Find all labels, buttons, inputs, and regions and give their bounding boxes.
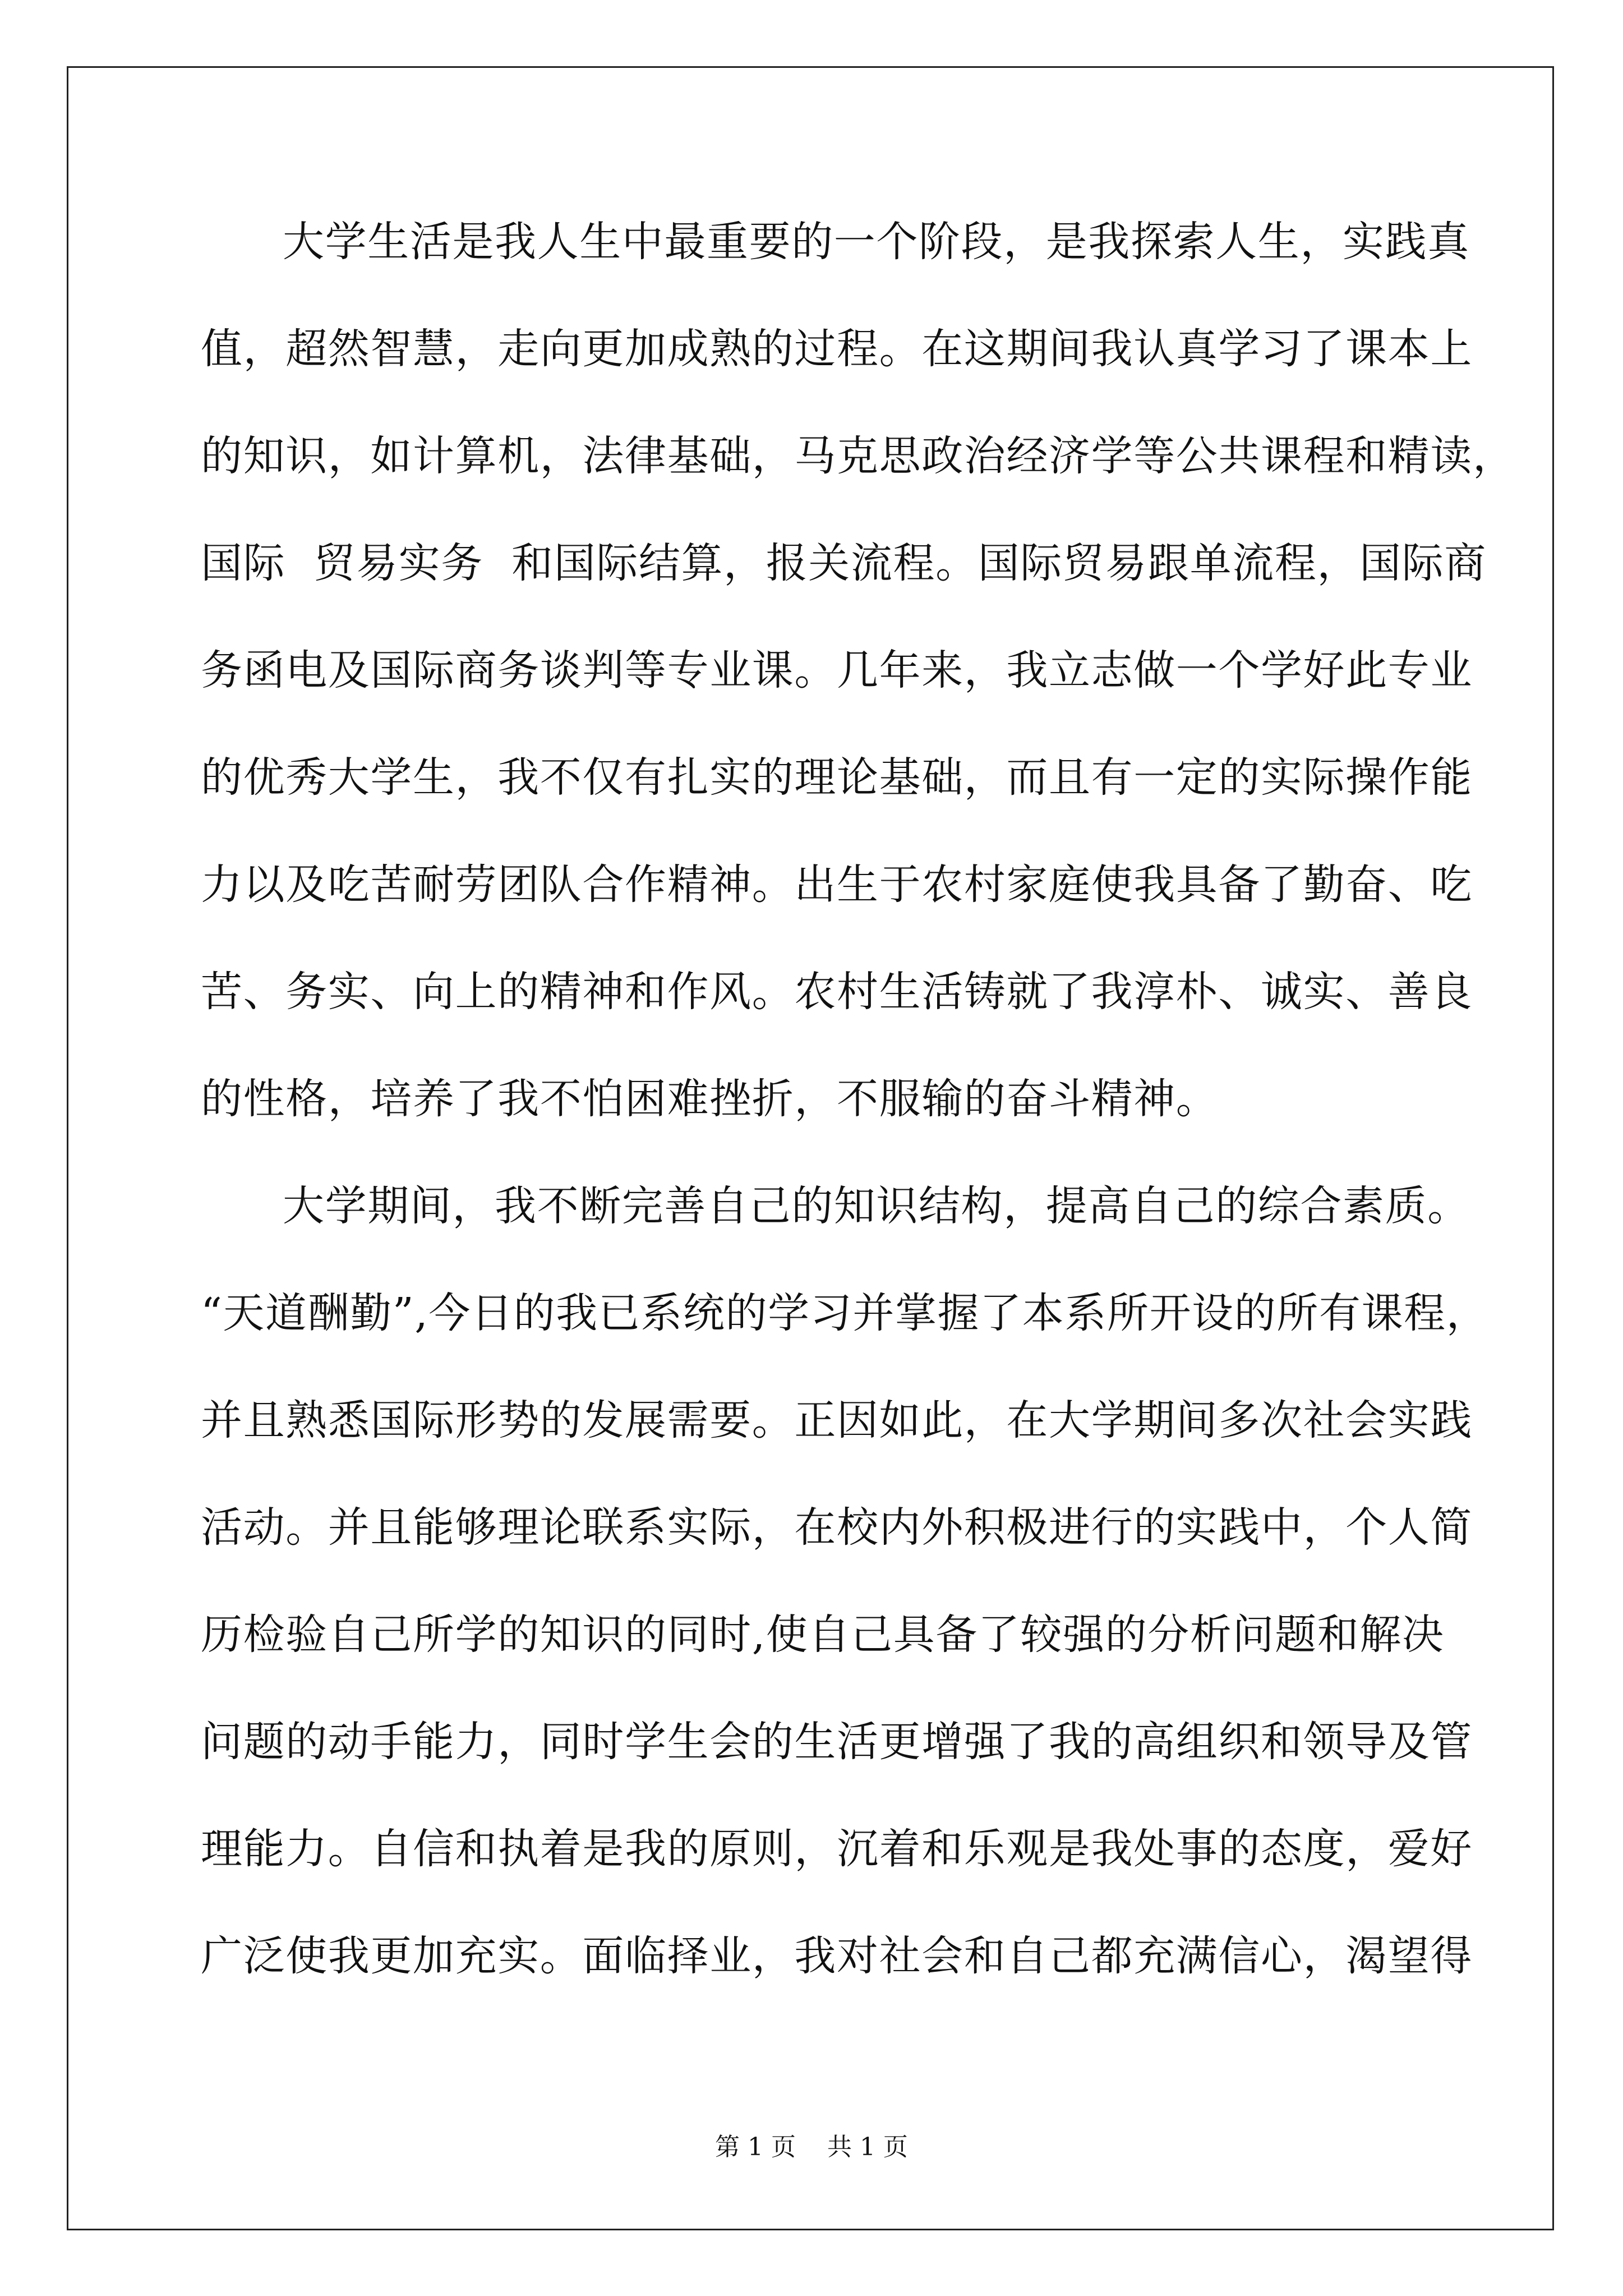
document-body — [201, 217, 1515, 2038]
page-number-footer: 第 1 页 共 1 页 — [715, 2133, 908, 2161]
paragraph-2-line-5: 历检验自己所学的知识的同时,使自己具备了较强的分析问题和解决 — [201, 1611, 1445, 1659]
paragraph-1-line-6: 的优秀大学生，我不仅有扎实的理论基础，而且有一定的实际操作能 — [201, 753, 1473, 802]
paragraph-1-line-1: 大学生活是我人生中最重要的一个阶段，是我探索人生，实践真 — [283, 218, 1470, 266]
paragraph-2-line-4: 活动。并且能够理论联系实际，在校内外积极进行的实践中，个人简 — [201, 1503, 1473, 1552]
paragraph-1-line-2: 值，超然智慧，走向更加成熟的过程。在这期间我认真学习了课本上 — [201, 325, 1473, 373]
paragraph-2-line-8: 广泛使我更加充实。面临择业，我对社会和自己都充满信心，渴望得 — [201, 1932, 1473, 1980]
paragraph-1-line-7: 力以及吃苦耐劳团队合作精神。出生于农村家庭使我具备了勤奋、吃 — [201, 861, 1473, 909]
paragraph-2-line-2: “天道酬勤”,今日的我已系统的学习并掌握了本系所开设的所有课程， — [201, 1289, 1489, 1337]
paragraph-1-line-9: 的性格，培养了我不怕困难挫折，不服输的奋斗精神。 — [201, 1075, 1219, 1123]
paragraph-2-line-6: 问题的动手能力，同时学生会的生活更增强了我的高组织和领导及管 — [201, 1718, 1473, 1766]
paragraph-2-line-7: 理能力。自信和执着是我的原则，沉着和乐观是我处事的态度，爱好 — [201, 1825, 1473, 1873]
paragraph-1-line-3: 的知识，如计算机，法律基础，马克思政治经济学等公共课程和精读， — [201, 432, 1515, 480]
paragraph-2-line-1: 大学期间，我不断完善自己的知识结构，提高自己的综合素质。 — [283, 1182, 1470, 1230]
paragraph-1-line-4: 国际 贸易实务 和国际结算，报关流程。国际贸易跟单流程，国际商 — [201, 539, 1487, 587]
paragraph-1-line-5: 务函电及国际商务谈判等专业课。几年来，我立志做一个学好此专业 — [201, 646, 1473, 694]
paragraph-1-line-8: 苦、务实、向上的精神和作风。农村生活铸就了我淳朴、诚实、善良 — [201, 968, 1473, 1016]
paragraph-2-line-3: 并且熟悉国际形势的发展需要。正因如此，在大学期间多次社会实践 — [201, 1396, 1473, 1444]
